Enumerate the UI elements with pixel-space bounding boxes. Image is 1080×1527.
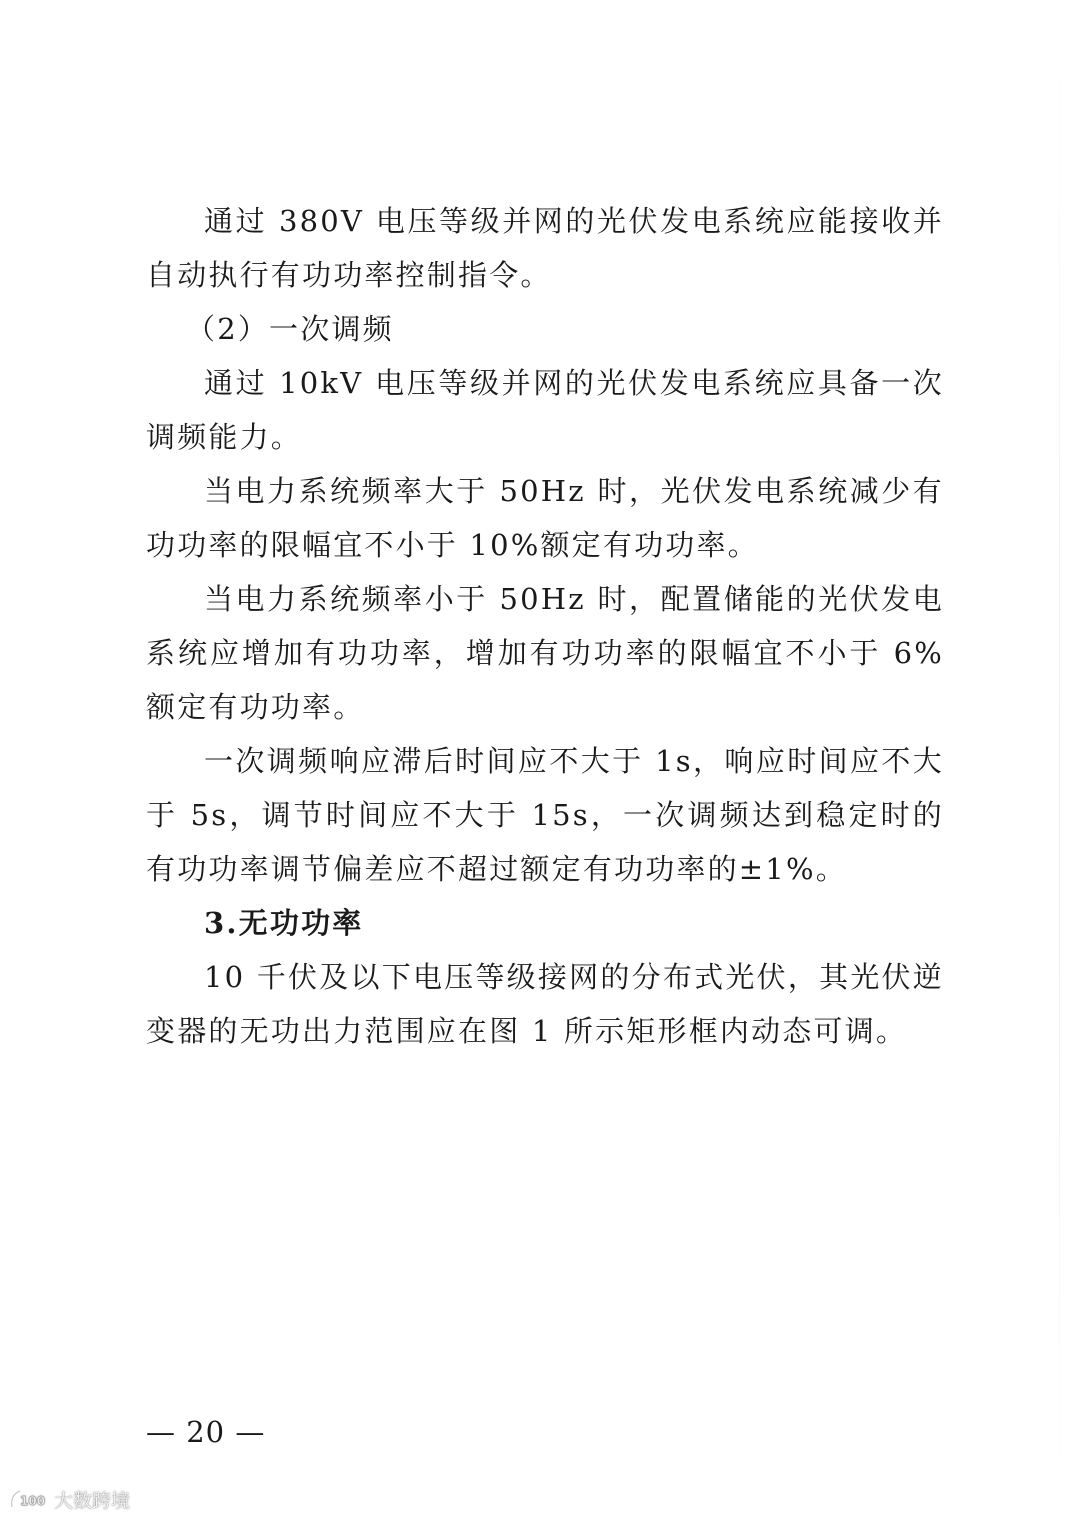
scan-edge-line [1059, 0, 1060, 1527]
watermark [8, 1486, 130, 1513]
paragraph-10kv-capability: 通过 10kV 电压等级并网的光伏发电系统应具备一次调频能力。 [146, 366, 944, 454]
watermark-logo-icon [8, 1487, 50, 1513]
heading-primary-frequency-regulation: （2）一次调频 [186, 312, 394, 346]
paragraph-under-frequency: 当电力系统频率小于 50Hz 时，配置储能的光伏发电系统应增加有功功率，增加有功功率的限幅宜不小于 6%额定有功功率。 [146, 582, 944, 724]
body-text [146, 194, 944, 1058]
watermark-logo-text: 100 [20, 1493, 46, 1508]
paragraph-active-power-380v: 通过 380V 电压等级并网的光伏发电系统应能接收并自动执行有功功率控制指令。 [146, 204, 944, 292]
heading-reactive-power: 3.无功功率 [204, 906, 364, 940]
paragraph-reactive-range: 10 千伏及以下电压等级接网的分布式光伏，其光伏逆变器的无功出力范围应在图 1 所示矩形框内动态可调。 [146, 960, 944, 1048]
watermark-text: 大数跨境 [54, 1490, 131, 1512]
paragraph-response-time: 一次调频响应滞后时间应不大于 1s，响应时间应不大于 5s，调节时间应不大于 15s，一次调频达到稳定时的有功功率调节偏差应不超过额定有功功率的±1%。 [146, 744, 944, 886]
page-number: — 20 — [146, 1415, 266, 1449]
paragraph-over-frequency: 当电力系统频率大于 50Hz 时，光伏发电系统减少有功功率的限幅宜不小于 10%额定有功功率。 [146, 474, 944, 562]
